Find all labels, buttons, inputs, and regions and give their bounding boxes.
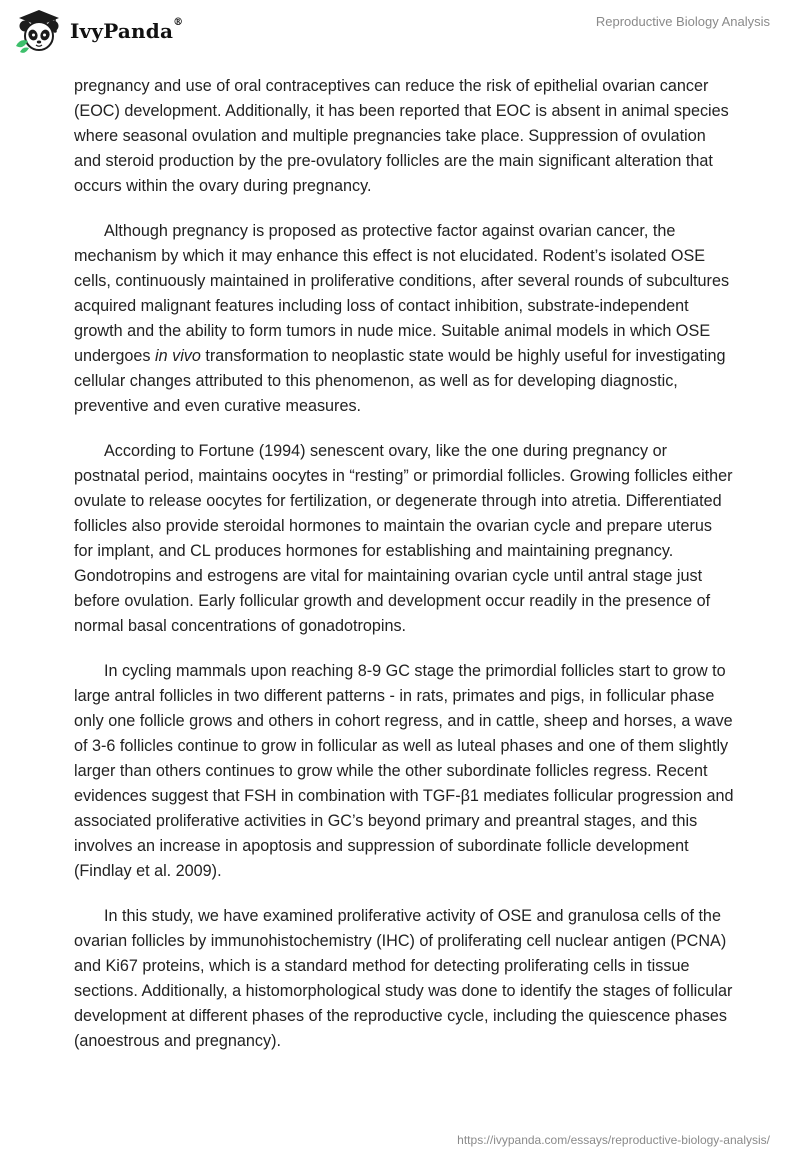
panda-logo-icon: [14, 8, 64, 54]
brand-name: IvyPanda®: [70, 17, 184, 43]
paragraph-2-text-a: Although pregnancy is proposed as protective factor against ovarian cancer, the mechanism by which it may enhance this effect is not elucidated. Rodent’s isolated OSE cells, continuously maintained in proliferative conditions, after several rounds of subcultures acquired malignant features including loss of contact inhibition, substrate-independent growth and the ability to form tumors in nude mice. Suitable animal models in which OSE undergoes: [74, 222, 730, 365]
paragraph-3: According to Fortune (1994) senescent ovary, like the one during pregnancy or postnatal period, maintains oocytes in “resting” or primordial follicles. Growing follicles either ovulate to release oocytes for fertilization, or degenerate through into atretia. Differentiated follicles also provide steroidal hormones to maintain the ovarian cycle and prepare uterus for implant, and CL produces hormones for establishing and maintaining pregnancy. Gondotropins and estrogens are vital for maintaining ovarian cycle until antral stage just before ovulation. Early follicular growth and development occur readily in the presence of normal basal concentrations of gonadotropins.: [74, 442, 733, 635]
paragraph-5: In this study, we have examined proliferative activity of OSE and granulosa cells of the ovarian follicles by immunohistochemistry (IHC) of proliferating cell nuclear antigen (PCNA) and Ki67 proteins, which is a standard method for detecting proliferating cells in tissue sections. Additionally, a histomorphological study was done to identify the stages of follicular development at different phases of the reproductive cycle, including the quiescence phases (anoestrous and pregnancy).: [74, 907, 733, 1050]
document-title: Reproductive Biology Analysis: [595, 14, 770, 29]
paragraph-4: In cycling mammals upon reaching 8-9 GC stage the primordial follicles start to grow to large antral follicles in two different patterns - in rats, primates and pigs, in follicular phase only one follicle grows and others in cohort regress, and in cattle, sheep and horses, a wave of 3-6 follicles continue to grow in follicular as well as luteal phases and one of them slightly larger than others continues to grow while the other subordinate follicles regress. Recent evidences suggest that FSH in combination with TGF-β1 mediates follicular progression and associated proliferative activities in GC’s beyond primary and preantral stages, and this involves an increase in apoptosis and suppression of subordinate follicle development (Findlay et al. 2009).: [74, 662, 734, 880]
brand-logo[interactable]: [14, 8, 183, 54]
registered-mark: ®: [173, 17, 184, 28]
source-url-link[interactable]: https://ivypanda.com/essays/reproductive-biology-analysis/: [457, 1133, 770, 1147]
paragraph-2: [74, 219, 734, 419]
page-header: [0, 0, 800, 70]
paragraph-1: pregnancy and use of oral contraceptives can reduce the risk of epithelial ovarian cancer (EOC) development. Additionally, it has been reported that EOC is absent in animal species where seasonal ovulation and multiple pregnancies take place. Suppression of ovulation and steroid production by the pre-ovulatory follicles are the main significant alteration that occurs within the ovary during pregnancy.: [74, 77, 729, 195]
essay-body: [74, 74, 734, 1074]
paragraph-2-text-b: transformation to neoplastic state would be highly useful for investigating cellular changes attributed to this phenomenon, as well as for developing diagnostic, preventive and even curative measures.: [74, 347, 726, 415]
paragraph-2-italic: in vivo: [155, 347, 201, 365]
